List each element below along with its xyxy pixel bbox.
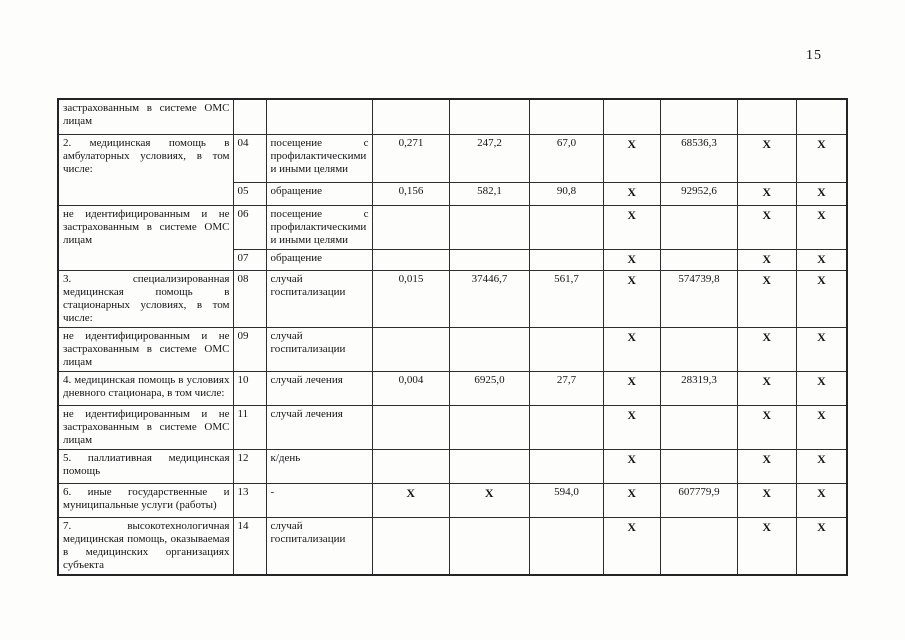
value-cell xyxy=(449,206,529,250)
unit-cell: случай лечения xyxy=(266,371,372,405)
value-cell: X xyxy=(737,327,796,371)
service-name-cell: не идентифицированным и не застрахованным в системе ОМС лицам xyxy=(58,206,233,271)
value-cell: X xyxy=(737,183,796,206)
unit-cell: случай госпитализации xyxy=(266,517,372,574)
value-cell: X xyxy=(796,517,847,574)
value-cell: X xyxy=(449,483,529,517)
value-cell xyxy=(796,99,847,135)
service-name-cell: 3. специализированная медицинская помощь в стационарных условиях, в том числе: xyxy=(58,271,233,328)
row-code-cell: 08 xyxy=(233,271,266,328)
row-code-cell: 04 xyxy=(233,135,266,183)
value-cell: 6925,0 xyxy=(449,371,529,405)
unit-cell: обращение xyxy=(266,183,372,206)
value-cell: X xyxy=(796,449,847,483)
value-cell xyxy=(372,206,449,250)
value-cell xyxy=(372,517,449,574)
table-row xyxy=(58,371,847,405)
value-cell xyxy=(372,250,449,271)
table-row xyxy=(58,483,847,517)
table-row xyxy=(58,449,847,483)
value-cell xyxy=(449,99,529,135)
value-cell: 0,271 xyxy=(372,135,449,183)
value-cell xyxy=(529,405,603,449)
row-code-cell: 10 xyxy=(233,371,266,405)
service-name-cell: застрахованным в системе ОМС лицам xyxy=(58,99,233,135)
value-cell: X xyxy=(737,135,796,183)
value-cell: 0,015 xyxy=(372,271,449,328)
value-cell xyxy=(660,99,737,135)
value-cell: 27,7 xyxy=(529,371,603,405)
row-code-cell: 11 xyxy=(233,405,266,449)
service-name-cell: 6. иные государственные и муниципальные услуги (работы) xyxy=(58,483,233,517)
value-cell: 594,0 xyxy=(529,483,603,517)
value-cell: X xyxy=(796,135,847,183)
value-cell: X xyxy=(603,327,660,371)
unit-cell: случай лечения xyxy=(266,405,372,449)
value-cell xyxy=(449,250,529,271)
unit-cell: посещение с профилактическими и иными целями xyxy=(266,135,372,183)
value-cell: X xyxy=(603,250,660,271)
value-cell: X xyxy=(603,405,660,449)
value-cell: 574739,8 xyxy=(660,271,737,328)
table-row xyxy=(58,99,847,135)
value-cell: 582,1 xyxy=(449,183,529,206)
value-cell xyxy=(372,99,449,135)
tariff-table xyxy=(57,98,848,576)
service-name-cell: не идентифицированным и не застрахованным в системе ОМС лицам xyxy=(58,327,233,371)
table-row xyxy=(58,206,847,250)
value-cell: X xyxy=(796,327,847,371)
unit-cell: обращение xyxy=(266,250,372,271)
value-cell: 90,8 xyxy=(529,183,603,206)
row-code-cell: 05 xyxy=(233,183,266,206)
value-cell: X xyxy=(603,183,660,206)
value-cell xyxy=(529,517,603,574)
value-cell xyxy=(449,449,529,483)
value-cell: X xyxy=(737,371,796,405)
unit-cell: - xyxy=(266,483,372,517)
value-cell: X xyxy=(603,517,660,574)
row-code-cell: 06 xyxy=(233,206,266,250)
value-cell xyxy=(372,449,449,483)
value-cell xyxy=(660,405,737,449)
row-code-cell: 13 xyxy=(233,483,266,517)
value-cell: X xyxy=(603,371,660,405)
value-cell xyxy=(660,327,737,371)
value-cell: X xyxy=(737,250,796,271)
value-cell: X xyxy=(796,250,847,271)
value-cell: 68536,3 xyxy=(660,135,737,183)
table-row xyxy=(58,517,847,574)
row-code-cell: 12 xyxy=(233,449,266,483)
value-cell: 607779,9 xyxy=(660,483,737,517)
value-cell xyxy=(372,405,449,449)
value-cell: X xyxy=(796,483,847,517)
value-cell: X xyxy=(737,405,796,449)
value-cell: X xyxy=(737,206,796,250)
table-row xyxy=(58,405,847,449)
service-name-cell: 5. паллиативная медицинская помощь xyxy=(58,449,233,483)
value-cell xyxy=(737,99,796,135)
value-cell xyxy=(660,517,737,574)
value-cell xyxy=(529,250,603,271)
value-cell xyxy=(529,99,603,135)
value-cell xyxy=(449,517,529,574)
value-cell: X xyxy=(737,449,796,483)
value-cell: 561,7 xyxy=(529,271,603,328)
value-cell xyxy=(660,449,737,483)
table-row xyxy=(58,327,847,371)
value-cell xyxy=(660,250,737,271)
value-cell: 247,2 xyxy=(449,135,529,183)
unit-cell: к/день xyxy=(266,449,372,483)
value-cell: X xyxy=(796,206,847,250)
value-cell xyxy=(529,449,603,483)
unit-cell: случай госпитализации xyxy=(266,327,372,371)
table-row xyxy=(58,271,847,328)
page-number: 15 xyxy=(806,48,822,63)
value-cell: X xyxy=(372,483,449,517)
row-code-cell xyxy=(233,99,266,135)
service-name-cell: 2. медицинская помощь в амбулаторных условиях, в том числе: xyxy=(58,135,233,206)
value-cell: X xyxy=(603,135,660,183)
value-cell: 67,0 xyxy=(529,135,603,183)
value-cell: X xyxy=(603,271,660,328)
value-cell: X xyxy=(737,271,796,328)
service-name-cell: не идентифицированным и не застрахованным в системе ОМС лицам xyxy=(58,405,233,449)
value-cell: X xyxy=(796,183,847,206)
value-cell xyxy=(660,206,737,250)
row-code-cell: 07 xyxy=(233,250,266,271)
value-cell xyxy=(529,206,603,250)
value-cell xyxy=(372,327,449,371)
service-name-cell: 4. медицинская помощь в условиях дневного стационара, в том числе: xyxy=(58,371,233,405)
value-cell: X xyxy=(796,271,847,328)
value-cell xyxy=(529,327,603,371)
value-cell: X xyxy=(796,371,847,405)
row-code-cell: 09 xyxy=(233,327,266,371)
value-cell: X xyxy=(603,483,660,517)
value-cell: X xyxy=(737,517,796,574)
value-cell: X xyxy=(796,405,847,449)
value-cell xyxy=(449,405,529,449)
value-cell: 28319,3 xyxy=(660,371,737,405)
value-cell: 37446,7 xyxy=(449,271,529,328)
service-name-cell: 7. высокотехнологичная медицинская помощь, оказываемая в медицинских организациях субъекта xyxy=(58,517,233,574)
value-cell: X xyxy=(603,449,660,483)
value-cell: 0,004 xyxy=(372,371,449,405)
value-cell: X xyxy=(737,483,796,517)
table-row xyxy=(58,135,847,183)
value-cell xyxy=(449,327,529,371)
unit-cell: посещение с профилактическими и иными целями xyxy=(266,206,372,250)
row-code-cell: 14 xyxy=(233,517,266,574)
unit-cell xyxy=(266,99,372,135)
value-cell: 92952,6 xyxy=(660,183,737,206)
value-cell: 0,156 xyxy=(372,183,449,206)
unit-cell: случай госпитализации xyxy=(266,271,372,328)
value-cell: X xyxy=(603,206,660,250)
value-cell xyxy=(603,99,660,135)
